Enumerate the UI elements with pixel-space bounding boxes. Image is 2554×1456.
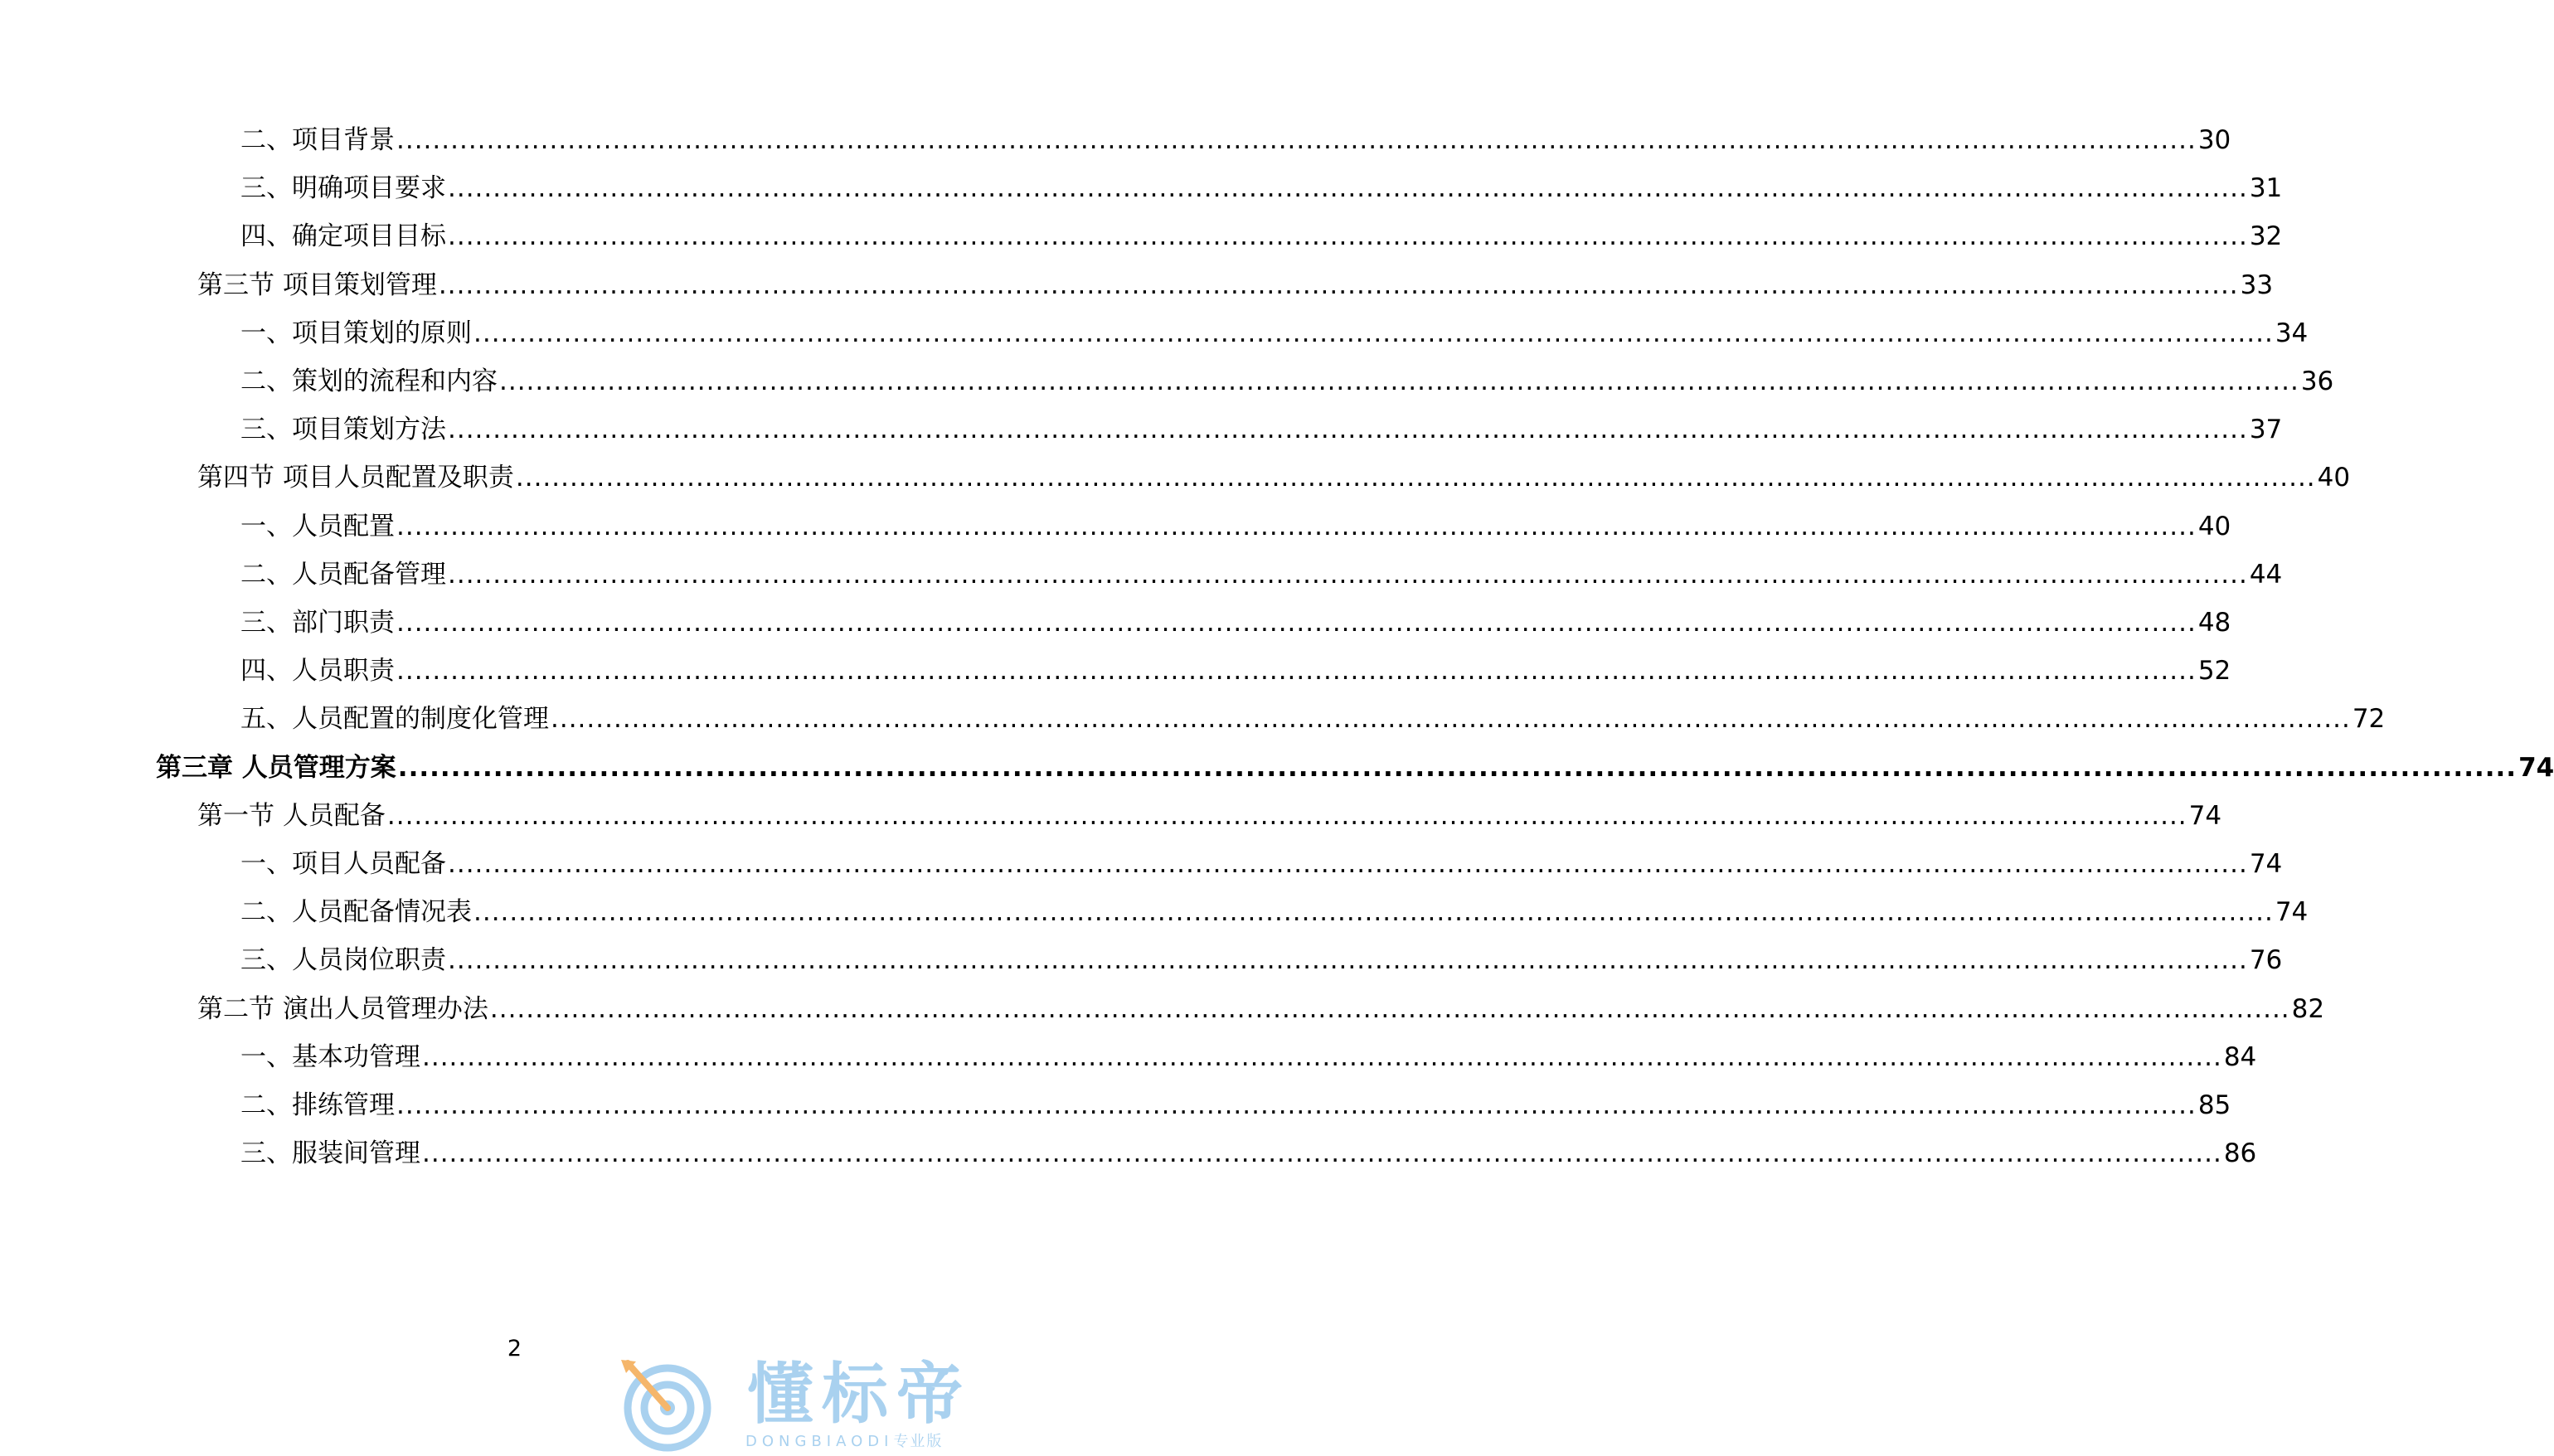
- toc-entry[interactable]: [0, 1040, 2257, 1075]
- toc-entry-title: 四、人员职责: [240, 656, 395, 687]
- toc-leader-dots: ........................................................................................................................................................................................................: [489, 993, 2290, 1024]
- toc-entry-title: 一、基本功管理: [240, 1041, 420, 1072]
- toc-entry-title: 三、服装间管理: [240, 1138, 420, 1169]
- toc-entry-title: 二、人员配备情况表: [240, 897, 472, 928]
- toc-entry-title: 第三章 人员管理方案: [156, 752, 396, 783]
- toc-entry-page: 36: [2300, 366, 2334, 396]
- toc-leader-dots: ........................................................................................................................................................................................................: [515, 463, 2316, 493]
- toc-entry-page: 40: [2197, 511, 2231, 541]
- target-arrow-icon: [618, 1357, 721, 1456]
- toc-entry[interactable]: [0, 895, 2309, 929]
- toc-entry-title: 一、项目人员配备: [240, 849, 446, 879]
- toc-entry-page: 82: [2291, 993, 2325, 1024]
- toc-entry-title: 三、明确项目要求: [240, 173, 446, 204]
- toc-entry-title: 三、项目策划方法: [240, 415, 446, 445]
- toc-entry[interactable]: [0, 653, 2231, 688]
- toc-leader-dots: ........................................................................................................................................................................................................: [473, 897, 2274, 928]
- toc-entry[interactable]: [0, 847, 2283, 881]
- toc-leader-dots: ........................................................................................................................................................................................................: [448, 415, 2248, 445]
- toc-entry-title: 第三节 项目策划管理: [197, 269, 437, 300]
- toc-entry[interactable]: [0, 123, 2231, 158]
- toc-entry-title: 四、确定项目目标: [240, 221, 446, 252]
- toc-entry-title: 二、人员配备管理: [240, 559, 446, 590]
- toc-entry-page: 74: [2249, 849, 2283, 879]
- toc-leader-dots: ........................................................................................................................................................................................................: [396, 511, 2197, 541]
- toc-entry[interactable]: [0, 171, 2283, 206]
- toc-entry-page: 32: [2249, 221, 2283, 252]
- toc-leader-dots: ........................................................................................................................................................................................................: [448, 173, 2248, 204]
- toc-entry[interactable]: [0, 509, 2231, 544]
- toc-entry[interactable]: [0, 701, 2386, 736]
- toc-entry[interactable]: [0, 798, 2222, 833]
- toc-entry-title: 二、策划的流程和内容: [240, 366, 498, 396]
- toc-entry[interactable]: [0, 992, 2325, 1026]
- toc-entry-title: 二、项目背景: [240, 125, 395, 155]
- toc-entry-page: 72: [2352, 704, 2386, 735]
- toc-leader-dots: ........................................................................................................................................................................................................: [397, 752, 2518, 783]
- toc-entry-page: 85: [2197, 1090, 2231, 1120]
- toc-entry[interactable]: [0, 364, 2334, 399]
- toc-leader-dots: ........................................................................................................................................................................................................: [473, 318, 2274, 348]
- toc-entry-title: 一、人员配置: [240, 511, 395, 541]
- toc-leader-dots: ........................................................................................................................................................................................................: [396, 125, 2197, 155]
- toc-entry-page: 74: [2188, 800, 2222, 831]
- toc-entry-title: 三、人员岗位职责: [240, 945, 446, 976]
- page-number: 2: [507, 1336, 522, 1361]
- toc-leader-dots: ........................................................................................................................................................................................................: [448, 559, 2248, 590]
- toc-leader-dots: ........................................................................................................................................................................................................: [499, 366, 2299, 396]
- toc-leader-dots: ........................................................................................................................................................................................................: [422, 1138, 2222, 1169]
- toc-entry[interactable]: [0, 219, 2283, 254]
- toc-entry-title: 第一节 人员配备: [197, 800, 386, 831]
- toc-entry-page: 40: [2317, 463, 2351, 493]
- toc-entry-page: 86: [2223, 1138, 2257, 1169]
- toc-leader-dots: ........................................................................................................................................................................................................: [396, 656, 2197, 687]
- toc-entry[interactable]: [0, 268, 2274, 303]
- toc-entry-page: 37: [2249, 415, 2283, 445]
- toc-entry[interactable]: [0, 316, 2309, 351]
- watermark-edition: 专业版: [893, 1433, 944, 1450]
- watermark-pinyin: DONGBIAODI: [745, 1433, 894, 1450]
- toc-entry-page: 31: [2249, 173, 2283, 204]
- toc-entry-page: 30: [2197, 125, 2231, 155]
- toc-entry-title: 第四节 项目人员配置及职责: [197, 463, 514, 493]
- toc-entry[interactable]: [0, 557, 2283, 592]
- toc-entry-title: 五、人员配置的制度化管理: [240, 704, 549, 735]
- watermark-brand: 懂标帝: [747, 1356, 971, 1433]
- toc-entry-page: 52: [2197, 656, 2231, 687]
- toc-entry-page: 84: [2223, 1041, 2257, 1072]
- toc-leader-dots: ........................................................................................................................................................................................................: [422, 1041, 2222, 1072]
- toc-leader-dots: ........................................................................................................................................................................................................: [386, 800, 2187, 831]
- toc-entry-title: 第二节 演出人员管理办法: [197, 993, 488, 1024]
- toc-entry[interactable]: [0, 750, 2554, 785]
- toc-entry-page: 33: [2240, 269, 2274, 300]
- toc-entry-title: 二、排练管理: [240, 1090, 395, 1120]
- toc-entry-title: 三、部门职责: [240, 608, 395, 638]
- watermark-subtitle: [745, 1429, 943, 1451]
- toc-leader-dots: ........................................................................................................................................................................................................: [448, 849, 2248, 879]
- toc-leader-dots: ........................................................................................................................................................................................................: [396, 608, 2197, 638]
- toc-entry-page: 34: [2275, 318, 2309, 348]
- toc-entry[interactable]: [0, 605, 2231, 640]
- toc-entry[interactable]: [0, 943, 2283, 978]
- toc-entry[interactable]: [0, 412, 2283, 447]
- toc-entry[interactable]: [0, 1136, 2257, 1171]
- toc-entry-page: 48: [2197, 608, 2231, 638]
- toc-leader-dots: ........................................................................................................................................................................................................: [438, 269, 2239, 300]
- toc-leader-dots: ........................................................................................................................................................................................................: [448, 221, 2248, 252]
- toc-entry[interactable]: [0, 1088, 2231, 1123]
- toc-entry-title: 一、项目策划的原则: [240, 318, 472, 348]
- toc-leader-dots: ........................................................................................................................................................................................................: [396, 1090, 2197, 1120]
- toc-entry-page: 76: [2249, 945, 2283, 976]
- toc-leader-dots: ........................................................................................................................................................................................................: [448, 945, 2248, 976]
- watermark-logo: [618, 1357, 1021, 1449]
- toc-entry[interactable]: [0, 460, 2351, 495]
- toc-entry-page: 74: [2518, 752, 2554, 783]
- toc-entry-page: 44: [2249, 559, 2283, 590]
- toc-entry-page: 74: [2275, 897, 2309, 928]
- toc-leader-dots: ........................................................................................................................................................................................................: [551, 704, 2351, 735]
